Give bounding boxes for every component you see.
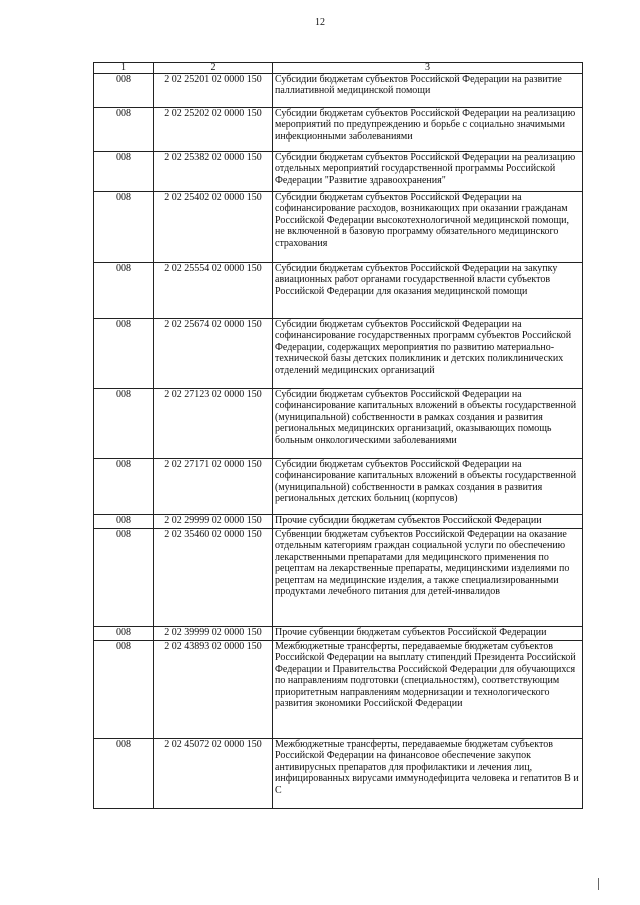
table-row bbox=[94, 389, 583, 459]
admin-code-cell: 008 bbox=[94, 627, 154, 641]
table-row bbox=[94, 152, 583, 192]
table-row bbox=[94, 641, 583, 739]
admin-code-cell: 008 bbox=[94, 459, 154, 515]
description-cell: Субсидии бюджетам субъектов Российской Федерации на софинансирование капитальных вложений в объекты государственной (муниципальной) собственности в рамках создания и развития региональных медицинских организаций, оказывающих помощь больным онкологическими заболеваниями bbox=[273, 389, 583, 459]
table-row bbox=[94, 529, 583, 627]
description-cell: Субсидии бюджетам субъектов Российской Федерации на развитие паллиативной медицинской помощи bbox=[273, 74, 583, 108]
description-cell: Межбюджетные трансферты, передаваемые бюджетам субъектов Российской Федерации на финансовое обеспечение закупок антивирусных препаратов для профилактики и лечения лиц, инфицированных вирусами иммунодефицита человека и гепатитов В и С bbox=[273, 739, 583, 809]
admin-code-cell: 008 bbox=[94, 641, 154, 739]
column-header-2: 2 bbox=[154, 63, 273, 74]
budget-code-cell: 2 02 25402 02 0000 150 bbox=[154, 192, 273, 263]
budget-code-cell: 2 02 25554 02 0000 150 bbox=[154, 263, 273, 319]
admin-code-cell: 008 bbox=[94, 739, 154, 809]
table-header-row bbox=[94, 63, 583, 74]
description-cell: Субсидии бюджетам субъектов Российской Федерации на софинансирование расходов, возникающих при оказании гражданам Российской Федерации высокотехнологичной медицинской помощи, не включенной в базовую программу обязательного медицинского страхования bbox=[273, 192, 583, 263]
budget-code-cell: 2 02 35460 02 0000 150 bbox=[154, 529, 273, 627]
table-row bbox=[94, 263, 583, 319]
table-row bbox=[94, 74, 583, 108]
budget-code-cell: 2 02 43893 02 0000 150 bbox=[154, 641, 273, 739]
budget-code-cell: 2 02 39999 02 0000 150 bbox=[154, 627, 273, 641]
description-cell: Прочие субсидии бюджетам субъектов Российской Федерации bbox=[273, 515, 583, 529]
table-row bbox=[94, 627, 583, 641]
budget-code-cell: 2 02 25201 02 0000 150 bbox=[154, 74, 273, 108]
page-number: 12 bbox=[315, 17, 325, 28]
budget-code-cell: 2 02 25382 02 0000 150 bbox=[154, 152, 273, 192]
table-row bbox=[94, 108, 583, 152]
admin-code-cell: 008 bbox=[94, 152, 154, 192]
column-header-3: 3 bbox=[273, 63, 583, 74]
description-cell: Межбюджетные трансферты, передаваемые бюджетам субъектов Российской Федерации на выплату стипендий Президента Российской Федерации и Правительства Российской Федерации для обучающихся по направлениям подготовки (специальностям), соответствующим приоритетным направлениям модернизации и технологического развития экономики Российской Федерации bbox=[273, 641, 583, 739]
table-row bbox=[94, 739, 583, 809]
admin-code-cell: 008 bbox=[94, 192, 154, 263]
description-cell: Субсидии бюджетам субъектов Российской Федерации на реализацию отдельных мероприятий государственной программы Российской Федерации "Развитие здравоохранения" bbox=[273, 152, 583, 192]
description-cell: Субвенции бюджетам субъектов Российской Федерации на оказание отдельным категориям граждан социальной услуги по обеспечению лекарственными препаратами для медицинского применения по рецептам на лекарственные препараты, медицинскими изделиями по рецептам на медицинские изделия, а также специализированными продуктами лечебного питания для детей-инвалидов bbox=[273, 529, 583, 627]
admin-code-cell: 008 bbox=[94, 389, 154, 459]
budget-code-cell: 2 02 45072 02 0000 150 bbox=[154, 739, 273, 809]
budget-code-cell: 2 02 27171 02 0000 150 bbox=[154, 459, 273, 515]
table-row bbox=[94, 192, 583, 263]
budget-code-cell: 2 02 29999 02 0000 150 bbox=[154, 515, 273, 529]
admin-code-cell: 008 bbox=[94, 319, 154, 389]
admin-code-cell: 008 bbox=[94, 263, 154, 319]
budget-classification-table bbox=[93, 62, 583, 809]
table-row bbox=[94, 319, 583, 389]
admin-code-cell: 008 bbox=[94, 515, 154, 529]
table-row bbox=[94, 515, 583, 529]
table-row bbox=[94, 459, 583, 515]
description-cell: Субсидии бюджетам субъектов Российской Федерации на софинансирование капитальных вложений в объекты государственной (муниципальной) собственности в рамках создания в развития региональных детских больниц (корпусов) bbox=[273, 459, 583, 515]
budget-code-cell: 2 02 25674 02 0000 150 bbox=[154, 319, 273, 389]
column-header-1: 1 bbox=[94, 63, 154, 74]
description-cell: Прочие субвенции бюджетам субъектов Российской Федерации bbox=[273, 627, 583, 641]
budget-code-cell: 2 02 25202 02 0000 150 bbox=[154, 108, 273, 152]
description-cell: Субсидии бюджетам субъектов Российской Федерации на реализацию мероприятий по предупреждению и борьбе с социально значимыми инфекционными заболеваниями bbox=[273, 108, 583, 152]
description-cell: Субсидии бюджетам субъектов Российской Федерации на закупку авиационных работ органами государственной власти субъектов Российской Федерации для оказания медицинской помощи bbox=[273, 263, 583, 319]
margin-mark bbox=[598, 878, 599, 890]
budget-code-cell: 2 02 27123 02 0000 150 bbox=[154, 389, 273, 459]
admin-code-cell: 008 bbox=[94, 529, 154, 627]
admin-code-cell: 008 bbox=[94, 108, 154, 152]
admin-code-cell: 008 bbox=[94, 74, 154, 108]
description-cell: Субсидии бюджетам субъектов Российской Федерации на софинансирование государственных программ субъектов Российской Федерации, содержащих мероприятия по развитию материально-технической базы детских поликлиник и детских поликлинических отделений медицинских организаций bbox=[273, 319, 583, 389]
